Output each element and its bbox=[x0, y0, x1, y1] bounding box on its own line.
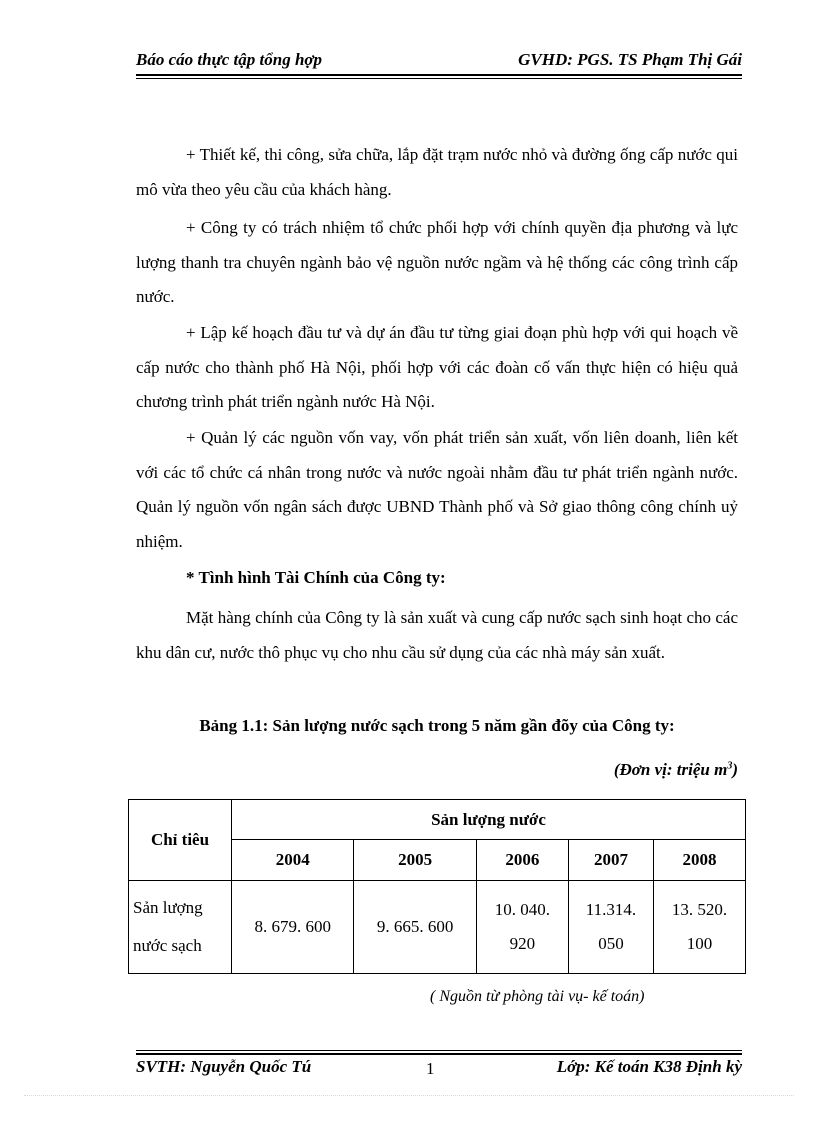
year-header-2007: 2007 bbox=[568, 840, 653, 881]
row-label-line2: nước sạch bbox=[133, 936, 202, 955]
paragraph-2: + Công ty có trách nhiệm tổ chức phối hợp với chính quyền địa phương và lực lượng thanh tra chuyên ngành bảo vệ nguồn nước ngầm và hệ thống các công trình cấp nước. bbox=[136, 218, 738, 306]
footer-rule-thick bbox=[136, 1053, 742, 1055]
year-header-2005: 2005 bbox=[354, 840, 476, 881]
unit-label bbox=[614, 760, 738, 780]
value-2004: 8. 679. 600 bbox=[254, 917, 331, 936]
unit-superscript: 3 bbox=[727, 760, 733, 772]
header-rule-thick bbox=[136, 74, 742, 76]
year-header-2006: 2006 bbox=[476, 840, 568, 881]
table-header-row-1 bbox=[129, 800, 746, 840]
footer-rule-thin bbox=[136, 1050, 742, 1051]
source-note: ( Nguồn từ phòng tài vụ- kế toán) bbox=[430, 988, 645, 1005]
footer-class: Lớp: Kế toán K38 Định kỳ bbox=[556, 1057, 742, 1076]
section-paragraph: Mặt hàng chính của Công ty là sản xuất và cung cấp nước sạch sinh hoạt cho các khu dân cư, nước thô phục vụ cho nhu cầu sử dụng của các nhà máy sản xuất. bbox=[136, 608, 738, 662]
value-cell-2006 bbox=[476, 881, 568, 974]
page-number: 1 bbox=[426, 1059, 435, 1078]
paragraph-1: + Thiết kế, thi công, sửa chữa, lắp đặt trạm nước nhỏ và đường ống cấp nước qui mô vừa theo yêu cầu của khách hàng. bbox=[136, 145, 738, 199]
page-footer bbox=[136, 1057, 742, 1081]
production-table bbox=[128, 799, 746, 974]
value-2007-line1: 11.314. bbox=[585, 900, 637, 919]
footer-student: SVTH: Nguyễn Quốc Tú bbox=[136, 1057, 312, 1076]
group-header-cell: Sản lượng nước bbox=[232, 800, 746, 840]
paragraph-3: + Lập kế hoạch đầu tư và dự án đầu tư từng giai đoạn phù hợp với qui hoạch về cấp nước cho thành phố Hà Nội, phối hợp với các đoàn cố vấn thực hiện có hiệu quả chương trình phát triển ngành nước Hà Nội. bbox=[136, 323, 738, 411]
header-supervisor: GVHD: PGS. TS Phạm Thị Gái bbox=[518, 50, 742, 69]
page-bottom-dotted-edge bbox=[24, 1095, 794, 1096]
value-cell-2004 bbox=[232, 881, 354, 974]
table-row-clean-water bbox=[129, 881, 746, 974]
value-2006-line2: 920 bbox=[509, 934, 536, 953]
value-2007-line2: 050 bbox=[598, 934, 624, 953]
value-2008-line2: 100 bbox=[686, 934, 713, 953]
year-header-2004: 2004 bbox=[232, 840, 354, 881]
page-header bbox=[136, 50, 742, 74]
value-2008-line1: 13. 520. bbox=[671, 900, 728, 919]
paragraph-4: + Quản lý các nguồn vốn vay, vốn phát triển sản xuất, vốn liên doanh, liên kết với các tổ chức cá nhân trong nước và nước ngoài nhằm đầu tư phát triển ngành nước. Quản lý nguồn vốn ngân sách được UBND Thành phố và Sở giao thông công chính uỷ nhiệm. bbox=[136, 428, 738, 551]
value-cell-2005 bbox=[354, 881, 476, 974]
value-cell-2007 bbox=[568, 881, 653, 974]
year-header-2008: 2008 bbox=[653, 840, 745, 881]
row-label-line1: Sản lượng bbox=[133, 898, 203, 917]
value-2006-line1: 10. 040. bbox=[494, 900, 551, 919]
row-header-cell: Chỉ tiêu bbox=[129, 800, 232, 881]
table-caption: Bảng 1.1: Sản lượng nước sạch trong 5 năm gần đõy của Công ty: bbox=[199, 716, 675, 735]
header-report-title: Báo cáo thực tập tổng hợp bbox=[136, 50, 323, 69]
value-cell-2008 bbox=[653, 881, 745, 974]
row-label-cell bbox=[129, 881, 232, 974]
section-heading: * Tình hình Tài Chính của Công ty: bbox=[186, 568, 446, 587]
unit-text: (Đơn vị: triệu m bbox=[613, 760, 728, 779]
unit-close: ) bbox=[732, 760, 738, 779]
header-rule-thin bbox=[136, 78, 742, 79]
value-2005: 9. 665. 600 bbox=[376, 917, 454, 936]
